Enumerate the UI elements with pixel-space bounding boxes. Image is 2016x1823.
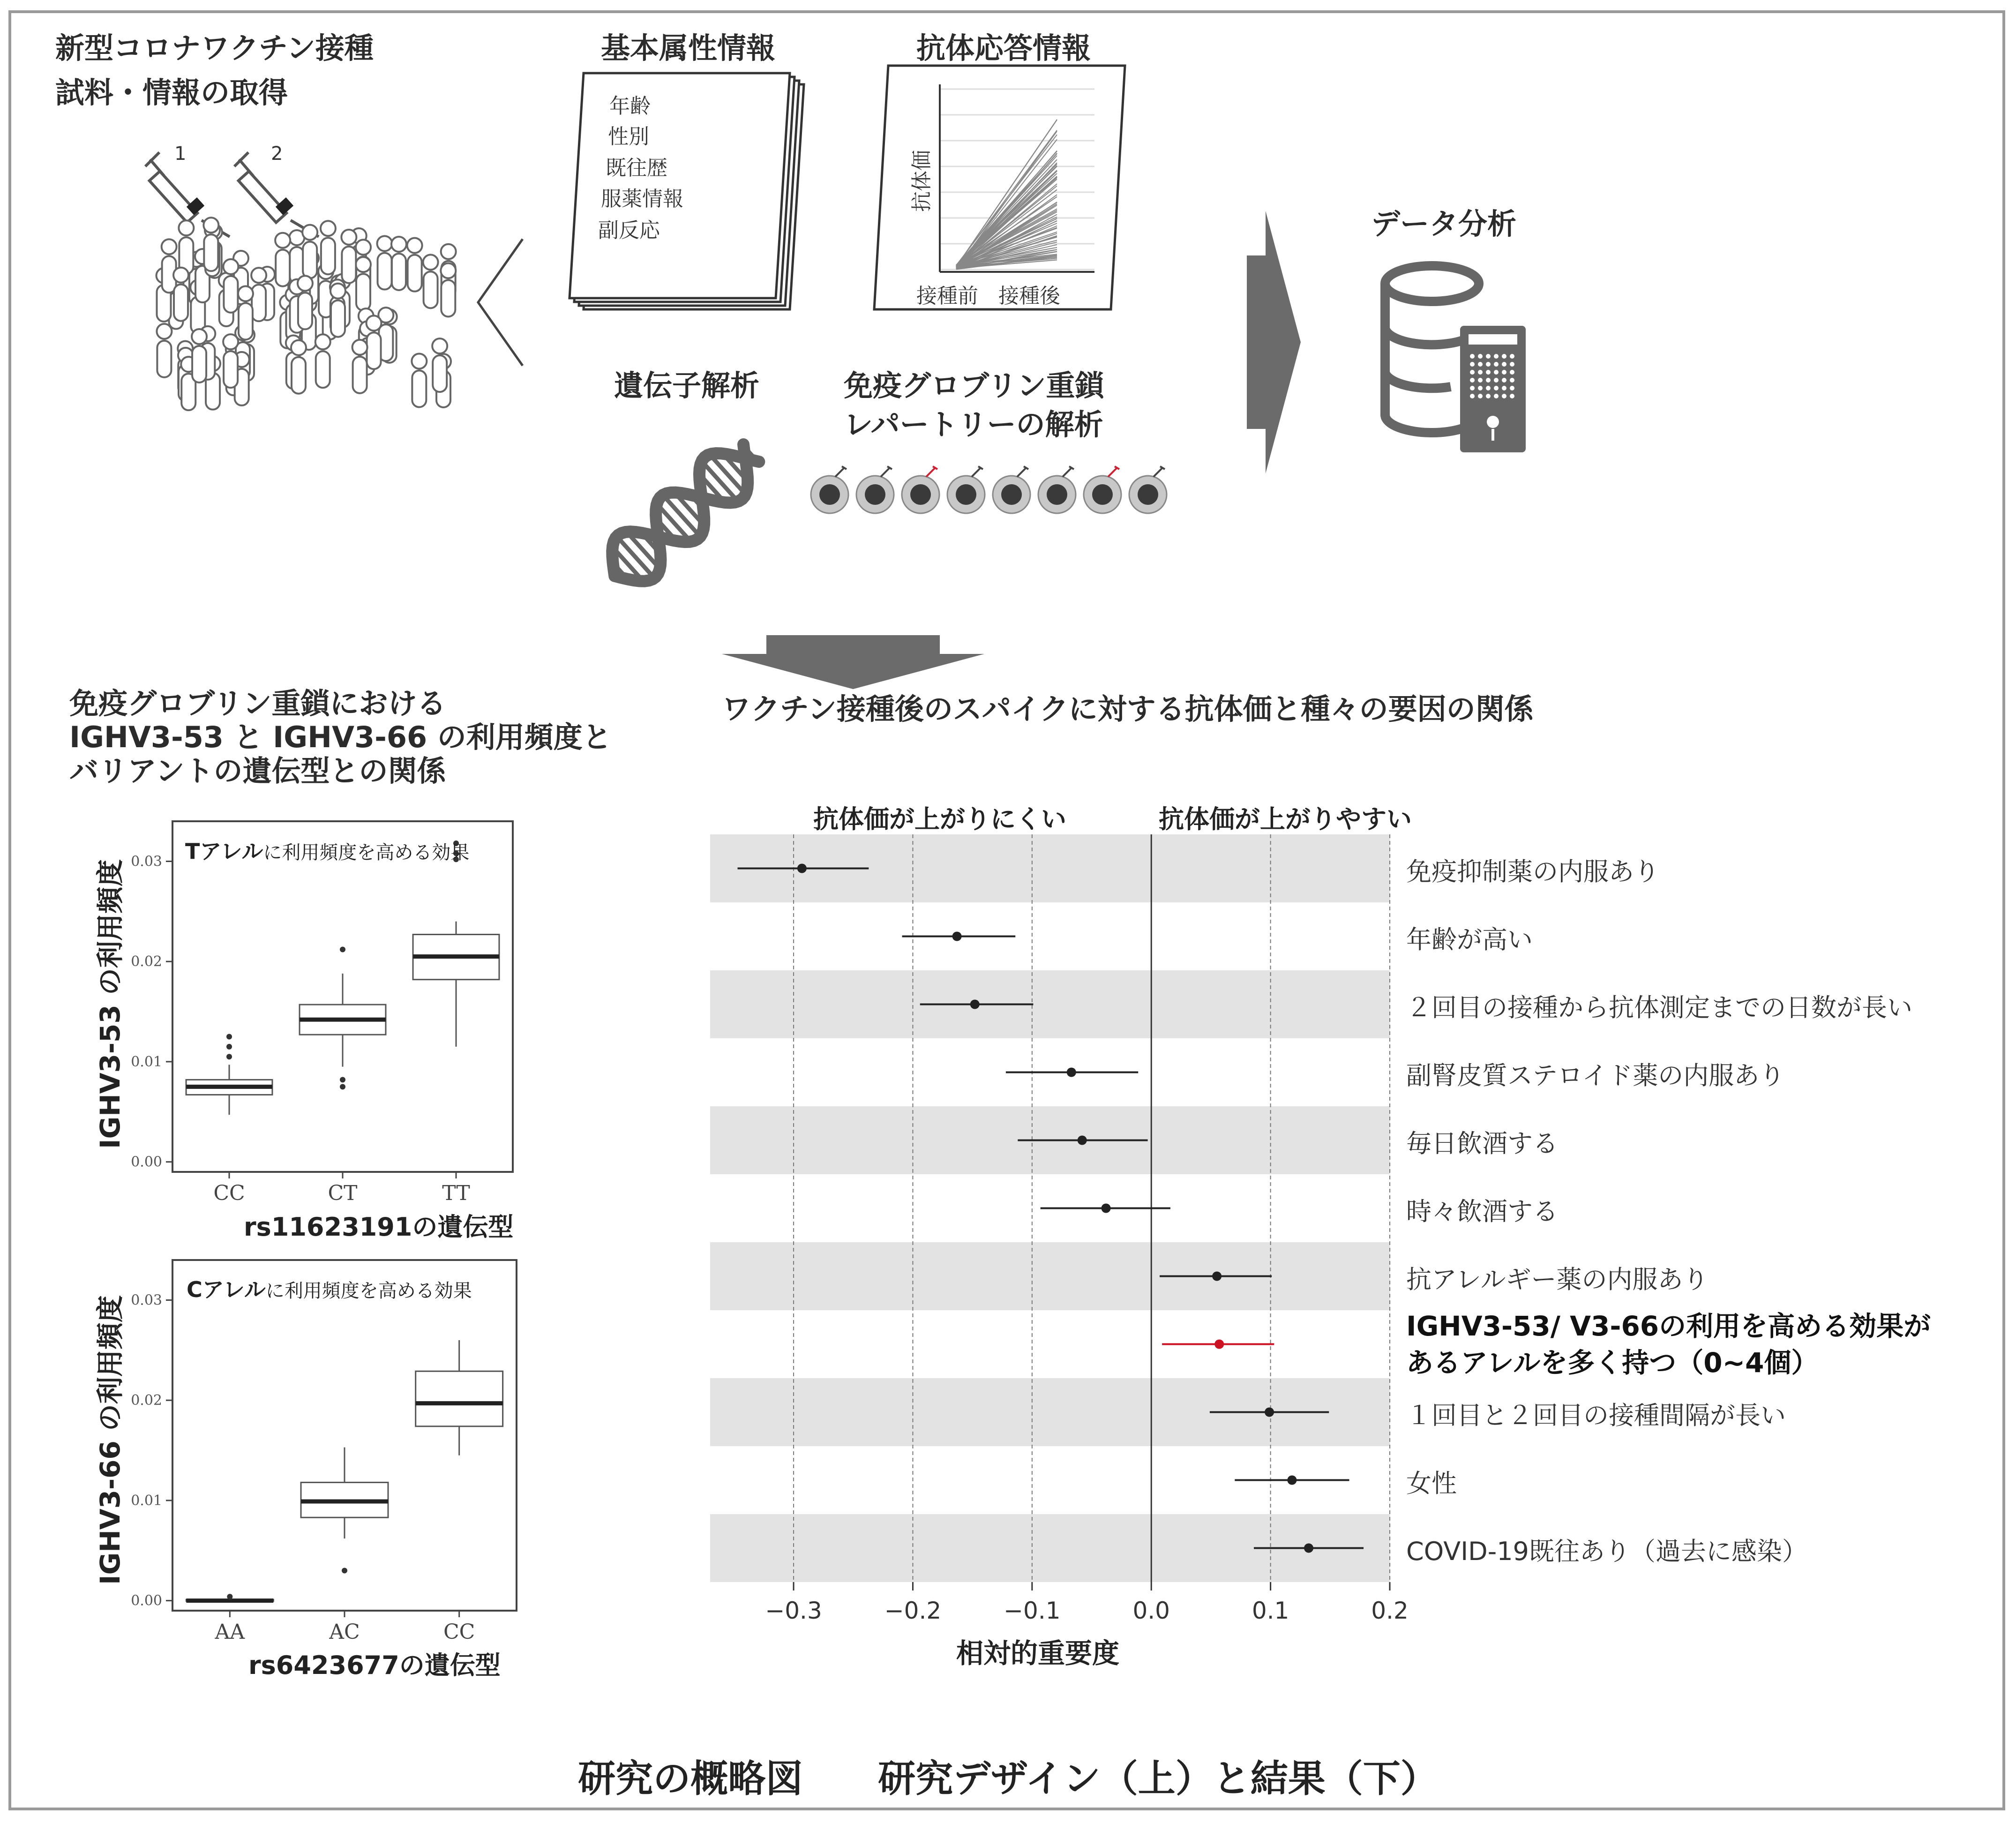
forest-row-label-7 bbox=[1406, 1308, 1931, 1381]
forest-point-3 bbox=[1067, 1068, 1076, 1077]
syringe-label-1: 1 bbox=[174, 143, 187, 165]
box2-xtick-label-AA: AA bbox=[215, 1620, 245, 1644]
left-panel-title-1: 免疫グロブリン重鎖における bbox=[69, 686, 446, 720]
box1-ytick-label-1: 0.01 bbox=[131, 1053, 162, 1070]
antibody-info-title: 抗体応答情報 bbox=[916, 31, 1091, 65]
forest-row-label-5: 時々飲酒する bbox=[1406, 1196, 1558, 1226]
header-hard-to-rise: 抗体価が上がりにくい bbox=[813, 804, 1066, 834]
forest-point-1 bbox=[952, 932, 962, 941]
forest-point-6 bbox=[1212, 1272, 1222, 1281]
box2-xtick-label-CC: CC bbox=[443, 1620, 475, 1644]
vaccination-title-2: 試料・情報の取得 bbox=[55, 75, 288, 110]
left-panel-title-2: IGHV3-53 と IGHV3-66 の利用頻度と bbox=[69, 720, 612, 754]
forest-point-5 bbox=[1102, 1204, 1111, 1213]
box1-xtick-label-TT: TT bbox=[442, 1181, 470, 1205]
right-panel-title: ワクチン接種後のスパイクに対する抗体価と種々の要因の関係 bbox=[722, 692, 1534, 726]
forest-row-label-7-line1: IGHV3-53/ V3-66の利用を高める効果が bbox=[1406, 1310, 1931, 1342]
forest-xtick-label-4: 0.1 bbox=[1252, 1597, 1289, 1624]
box2-xlabel: rs6423677の遺伝型 bbox=[248, 1650, 501, 1680]
basic-info-item-medication: 服薬情報 bbox=[601, 187, 683, 211]
left-panel-title-3: バリアントの遺伝型との関係 bbox=[69, 754, 446, 788]
forest-band-2 bbox=[710, 970, 1390, 1038]
antibody-ylabel: 抗体価 bbox=[910, 150, 934, 212]
vaccination-title-1: 新型コロナワクチン接種 bbox=[55, 31, 374, 65]
forest-row-label-1: 年齢が高い bbox=[1406, 924, 1533, 954]
forest-xtick-label-5: 0.2 bbox=[1371, 1597, 1409, 1624]
forest-point-0 bbox=[797, 864, 807, 873]
antibody-x-after: 接種後 bbox=[998, 284, 1060, 308]
forest-xtick-label-3: 0.0 bbox=[1132, 1597, 1170, 1624]
box1-legend-allele: Tアレル bbox=[185, 839, 263, 864]
header-easy-to-rise: 抗体価が上がりやすい bbox=[1159, 804, 1412, 834]
gene-analysis-title: 遺伝子解析 bbox=[614, 368, 760, 403]
basic-info-item-sex: 性別 bbox=[608, 125, 649, 149]
repertoire-title-2: レパートリーの解析 bbox=[844, 407, 1103, 442]
syringe-label-2: 2 bbox=[271, 143, 283, 165]
box2-ytick-label-2: 0.02 bbox=[131, 1392, 162, 1409]
data-analysis-title: データ分析 bbox=[1371, 207, 1517, 241]
basic-info-title: 基本属性情報 bbox=[601, 31, 776, 65]
forest-point-8 bbox=[1265, 1408, 1274, 1417]
box1-ytick-label-0: 0.00 bbox=[131, 1154, 162, 1170]
forest-point-10 bbox=[1304, 1544, 1313, 1553]
box1-ylabel: IGHV3-53 の利用頻度 bbox=[94, 859, 126, 1149]
box2-ytick-label-0: 0.00 bbox=[131, 1592, 162, 1609]
forest-point-4 bbox=[1078, 1136, 1087, 1145]
forest-row-label-0: 免疫抑制薬の内服あり bbox=[1406, 856, 1659, 886]
antibody-x-before: 接種前 bbox=[916, 284, 978, 308]
box2-xtick-label-AC: AC bbox=[329, 1620, 360, 1644]
figure-caption: 研究の概略図 研究デザイン（上）と結果（下） bbox=[578, 1757, 1438, 1800]
basic-info-item-side-effects: 副反応 bbox=[598, 218, 660, 242]
repertoire-title-1: 免疫グロブリン重鎖 bbox=[844, 368, 1104, 403]
box1-ytick-label-3: 0.03 bbox=[131, 853, 162, 870]
forest-point-7 bbox=[1214, 1340, 1224, 1349]
forest-row-label-3: 副腎皮質ステロイド薬の内服あり bbox=[1406, 1060, 1785, 1090]
forest-point-2 bbox=[970, 1000, 980, 1009]
forest-band-6 bbox=[710, 1242, 1390, 1310]
forest-xtick-label-2: −0.1 bbox=[1004, 1597, 1061, 1624]
box1-xtick-label-CC: CC bbox=[213, 1181, 245, 1205]
forest-row-label-2: ２回目の接種から抗体測定までの日数が長い bbox=[1406, 992, 1912, 1022]
box2-legend-text: に利用頻度を高める効果 bbox=[265, 1280, 472, 1302]
forest-row-label-7-line2: あるアレルを多く持つ（0~4個） bbox=[1406, 1346, 1819, 1379]
box2-ylabel: IGHV3-66 の利用頻度 bbox=[94, 1295, 126, 1585]
box1-legend-text: に利用頻度を高める効果 bbox=[263, 842, 470, 863]
box2-legend-allele: Cアレル bbox=[187, 1277, 266, 1302]
forest-xtick-label-0: −0.3 bbox=[765, 1597, 822, 1624]
forest-row-label-6: 抗アレルギー薬の内服あり bbox=[1406, 1264, 1709, 1294]
forest-xtick-label-1: −0.2 bbox=[884, 1597, 942, 1624]
box2-ytick-label-1: 0.01 bbox=[131, 1492, 162, 1509]
forest-row-label-8: １回目と２回目の接種間隔が長い bbox=[1406, 1400, 1786, 1430]
basic-info-item-history: 既往歴 bbox=[606, 156, 667, 180]
forest-row-label-4: 毎日飲酒する bbox=[1406, 1128, 1558, 1158]
basic-info-item-age: 年齢 bbox=[609, 94, 651, 118]
box1-xtick-label-CT: CT bbox=[328, 1181, 358, 1205]
box1-xlabel: rs11623191の遺伝型 bbox=[244, 1212, 514, 1242]
forest-row-label-10: COVID-19既往あり（過去に感染） bbox=[1406, 1536, 1807, 1566]
box1-ytick-label-2: 0.02 bbox=[131, 953, 162, 970]
forest-point-9 bbox=[1287, 1476, 1297, 1485]
forest-row-label-9: 女性 bbox=[1406, 1468, 1457, 1498]
forest-xlabel: 相対的重要度 bbox=[956, 1637, 1120, 1669]
box2-ytick-label-3: 0.03 bbox=[131, 1292, 162, 1309]
